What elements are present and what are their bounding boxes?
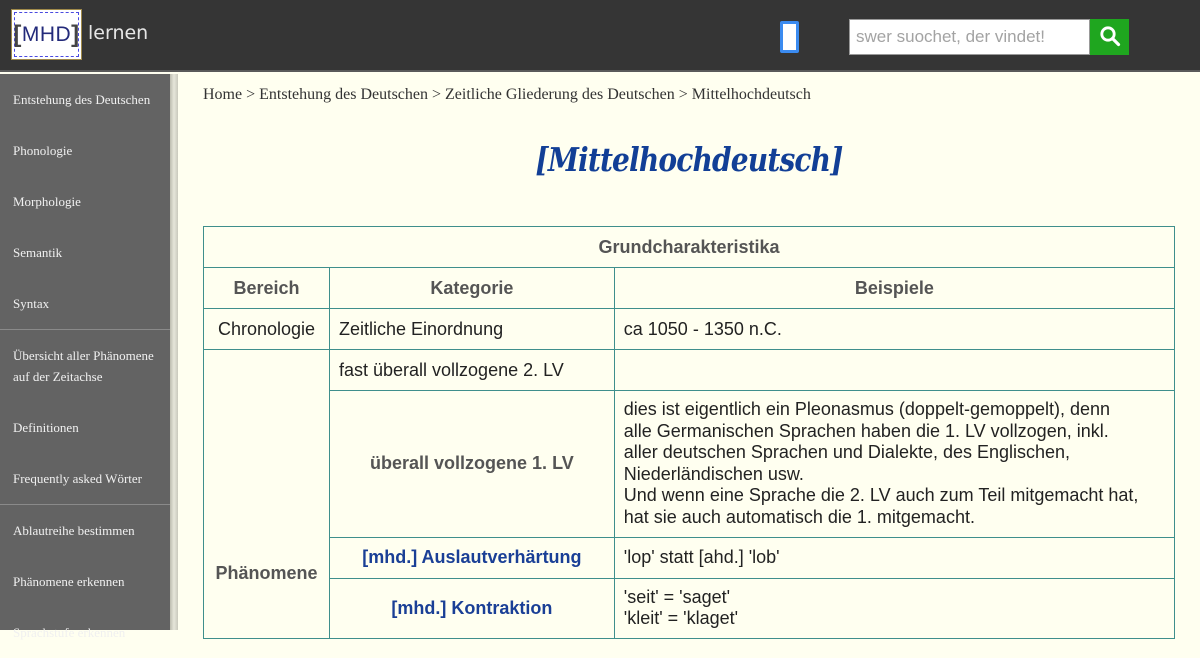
link-auslautverhaertung[interactable]: [mhd.] Auslautverhärtung (362, 547, 582, 568)
cell-bereich-phaenomene: Phänomene (204, 350, 330, 639)
link-kontraktion[interactable]: [mhd.] Kontraktion (391, 597, 553, 618)
table-row (204, 309, 1175, 350)
sidebar-group-overview (0, 330, 170, 505)
table-row (204, 537, 1175, 578)
cell-beispiele: ca 1050 - 1350 n.C. (614, 309, 1174, 350)
logo-bracket-left: [ (13, 20, 22, 48)
cell-kategorie (329, 537, 614, 578)
example-line: Und wenn eine Sprache die 2. LV auch zum Teil mitgemacht hat, (623, 485, 1139, 506)
sidebar-item-phonologie[interactable]: Phonologie (13, 143, 73, 158)
breadcrumb-current: Mittelhochdeutsch (691, 86, 811, 103)
breadcrumb-separator: > (242, 86, 260, 103)
table-row (204, 391, 1175, 538)
example-line: aller deutschen Sprachen und Dialekte, des Englischen, (623, 442, 1071, 463)
cell-beispiele: 'lop' statt [ahd.] 'lob' (614, 537, 1174, 578)
column-header-bereich: Bereich (204, 268, 330, 309)
brand-text[interactable]: lernen (88, 22, 149, 44)
breadcrumb-home[interactable]: Home (203, 86, 243, 103)
example-line: 'kleit' = 'klaget' (623, 608, 739, 629)
cell-bereich: Chronologie (204, 309, 330, 350)
table-caption-row (204, 227, 1175, 268)
sidebar-item-entstehung[interactable]: Entstehung des Deutschen (13, 92, 151, 107)
sidebar-group-topics (0, 74, 170, 330)
sidebar-item-sprachstufe[interactable]: Sprachstufe erkennen (13, 625, 126, 640)
search-icon (1099, 25, 1121, 50)
characteristics-table (203, 226, 1175, 639)
sidebar-item-syntax[interactable]: Syntax (13, 296, 50, 311)
sidebar-item-faq-woerter[interactable]: Frequently asked Wörter (13, 471, 142, 486)
logo-text: MHD (21, 22, 72, 46)
table-header-row (204, 268, 1175, 309)
cell-kategorie (329, 578, 614, 638)
menu-toggle-box[interactable] (780, 21, 799, 53)
logo-bracket-right: ] (71, 20, 80, 48)
table-caption: Grundcharakteristika (204, 227, 1175, 268)
cell-kategorie: fast überall vollzogene 2. LV (329, 350, 614, 391)
main-content (178, 74, 1200, 630)
breadcrumb-entstehung[interactable]: Entstehung des Deutschen (259, 86, 428, 103)
search-input[interactable] (849, 19, 1090, 55)
sidebar-group-tools (0, 505, 170, 658)
column-header-beispiele: Beispiele (614, 268, 1174, 309)
sidebar-item-uebersicht[interactable]: Übersicht aller Phänomene auf der Zeitachse (13, 348, 154, 384)
top-bar (0, 0, 1200, 72)
example-line: dies ist eigentlich ein Pleonasmus (doppelt-gemoppelt), denn (623, 399, 1111, 419)
cell-beispiele (614, 350, 1174, 391)
breadcrumb-separator: > (428, 86, 446, 103)
example-line: alle Germanischen Sprachen haben die 1. LV vollzogen, inkl. (623, 420, 1109, 441)
logo-frame (14, 12, 79, 57)
sidebar-item-morphologie[interactable]: Morphologie (13, 194, 81, 209)
site-logo[interactable] (11, 9, 82, 60)
breadcrumb-separator: > (674, 86, 692, 103)
sidebar-item-definitionen[interactable]: Definitionen (13, 420, 79, 435)
breadcrumb (203, 86, 811, 104)
example-line: 'seit' = 'saget' (623, 586, 731, 607)
column-header-kategorie: Kategorie (329, 268, 614, 309)
example-line: Niederländischen usw. (623, 463, 804, 484)
search-button[interactable] (1090, 19, 1129, 55)
cell-kategorie: Zeitliche Einordnung (329, 309, 614, 350)
sidebar (0, 74, 170, 640)
table-row (204, 350, 1175, 391)
cell-beispiele (614, 391, 1174, 538)
sidebar-item-ablautreihe[interactable]: Ablautreihe bestimmen (13, 523, 135, 538)
sidebar-item-phaenomene-erkennen[interactable]: Phänomene erkennen (13, 574, 125, 589)
sidebar-item-semantik[interactable]: Semantik (13, 245, 63, 260)
breadcrumb-gliederung[interactable]: Zeitliche Gliederung des Deutschen (445, 86, 675, 103)
cell-beispiele (614, 578, 1174, 638)
cell-kategorie: überall vollzogene 1. LV (329, 391, 614, 538)
page-title: [Mittelhochdeutsch] (535, 140, 843, 179)
table-row (204, 578, 1175, 638)
example-line: hat sie auch automatisch die 1. mitgemacht. (623, 506, 975, 527)
sidebar-scrollbar[interactable] (170, 74, 178, 630)
